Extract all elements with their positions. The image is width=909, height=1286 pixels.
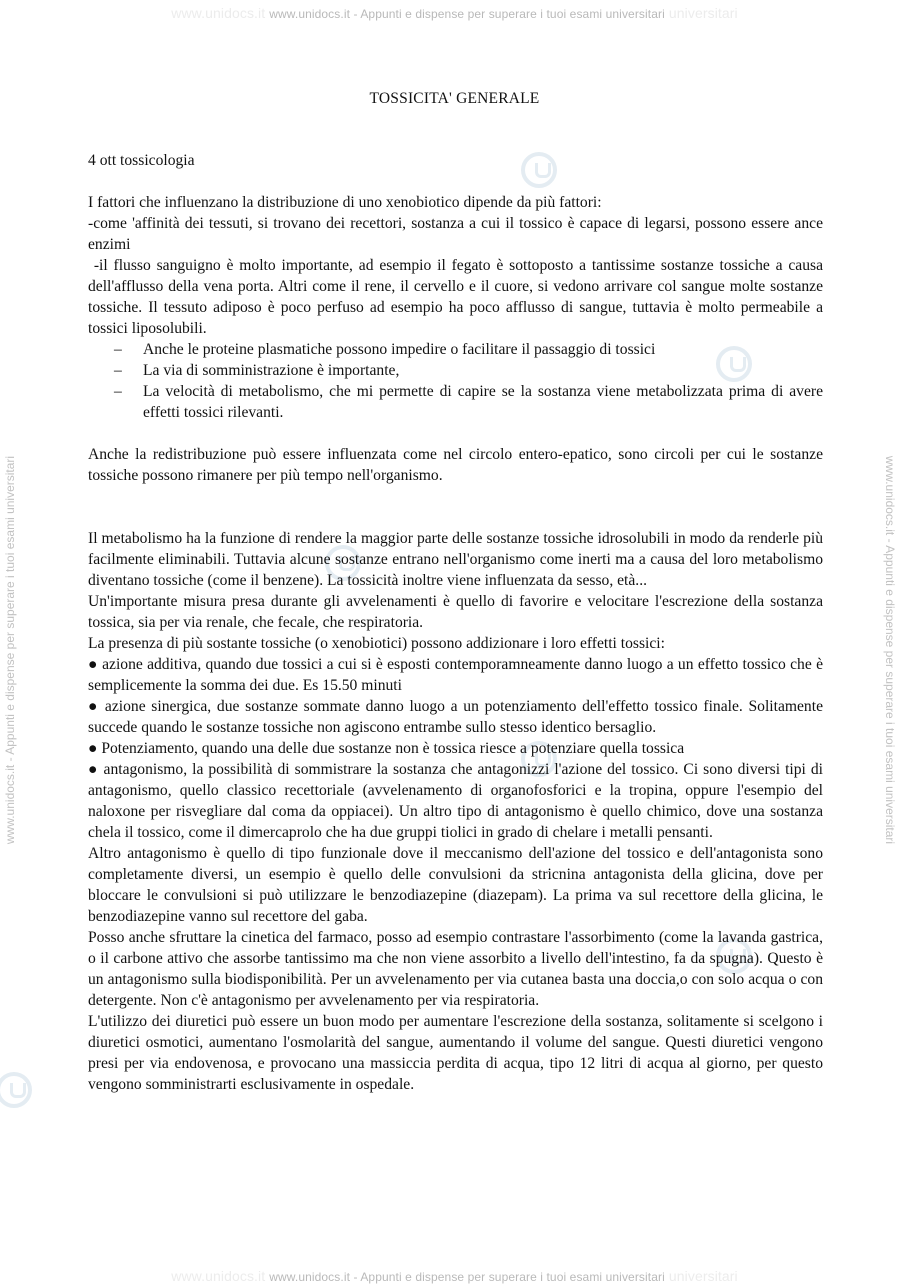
- watermark-fade-left: www.unidocs.it: [171, 1268, 266, 1284]
- watermark-logo-icon: [0, 1072, 32, 1108]
- antagonism-paragraph: ● antagonismo, la possibilità di sommistrare la sostanza che antagonizzi l'azione del tossico. Ci sono diversi tipi di antagonismo, quello classico recettoriale (avvelenamento di organofosforici e la tropina, oppure l'esempio del naloxone per risvegliare dal coma da oppiacei). Un altro tipo di antagonismo è quello chimico, dove una sostanza chela il tossico, come il dimercaprolo che ha due gruppi tiolici in grado di chelare i metalli pensanti.: [88, 761, 823, 841]
- factor-list: [88, 339, 823, 423]
- presence-paragraph: La presenza di più sostante tossiche (o xenobiotici) possono addizionare i loro effetti tossici:: [88, 635, 665, 652]
- watermark-fade-right: universitari: [668, 1268, 738, 1284]
- document-title: TOSSICITA' GENERALE: [369, 90, 540, 107]
- excretion-paragraph: Un'importante misura presa durante gli avvelenamenti è quello di favorire e velocitare l'escrezione della sostanza tossica, sia per via renale, che fecale, che respiratoria.: [88, 593, 823, 631]
- functional-antagonism-paragraph: Altro antagonismo è quello di tipo funzionale dove il meccanismo dell'azione del tossico e dell'antagonista sono completamente diversi, un esempio è quello delle convulsioni da stricnina antagonista della glicina, dove per bloccare le convulsioni si può utilizzare le benzodiazepine (diazepam). La prima va sul recettore della glicina, le benzodiazepine vanno sul recettore del gaba.: [88, 845, 823, 925]
- watermark-banner-top: [0, 5, 909, 21]
- intro-paragraph: I fattori che influenzano la distribuzione di uno xenobiotico dipende da più fattori:: [88, 194, 602, 211]
- factor-affinity: -come 'affinità dei tessuti, si trovano dei recettori, sostanza a cui il tossico è capace di legarsi, possono essere ance enzimi: [88, 215, 823, 253]
- watermark-fade-left: www.unidocs.it: [171, 5, 266, 21]
- list-item: – Anche le proteine plasmatiche possono impedire o facilitare il passaggio di tossici: [114, 341, 656, 358]
- watermark-side-right: www.unidocs.it - Appunti e dispense per superare i tuoi esami universitari: [883, 455, 897, 845]
- synergic-paragraph: ● azione sinergica, due sostanze sommate danno luogo a un potenziamento dell'effetto tossico finale. Solitamente succede quando le sostanze tossiche non agiscono entrambe sullo stesso identico bersaglio.: [88, 698, 823, 736]
- date-line: 4 ott tossicologia: [88, 152, 195, 169]
- kinetics-paragraph: Posso anche sfruttare la cinetica del farmaco, posso ad esempio contrastare l'assorbimento (come la lavanda gastrica, o il carbone attivo che assorbe tantissimo ma che non viene assorbito a livello dell'intestino, fa da spugna). Questo è un antagonismo sulla biodisponibilità. Per un avvelenamento per via cutanea basta una doccia,o con solo acqua o con detergente. Non c'è antagonismo per avvelenamento per via respiratoria.: [88, 929, 823, 1009]
- watermark-banner-text: www.unidocs.it - Appunti e dispense per superare i tuoi esami universitari: [269, 7, 665, 21]
- redistribution-paragraph: Anche la redistribuzione può essere influenzata come nel circolo entero-epatico, sono circoli per cui le sostanze tossiche possono rimanere per più tempo nell'organismo.: [88, 446, 823, 484]
- diuretics-paragraph: L'utilizzo dei diuretici può essere un buon modo per aumentare l'escrezione della sostanza, solitamente si scelgono i diuretici osmotici, aumentano l'osmolarità del sangue, aumentando il volume del sangue. Questi diuretici vengono presi per via endovenosa, e provocano una massiccia perdita di acqua, tipo 12 litri di acqua al giorno, per questo vengono somministrarti esclusivamente in ospedale.: [88, 1013, 823, 1093]
- watermark-banner-bottom: [0, 1268, 909, 1284]
- factor-blood-flow: -il flusso sanguigno è molto importante, ad esempio il fegato è sottoposto a tantissime sostanze tossiche a causa dell'afflusso della vena porta. Altri come il rene, il cervello e il cuore, si vedono arrivare col sangue molte sostanze tossiche. Il tessuto adiposo è poco perfuso ad esempio ha poco afflusso di sangue, tuttavia è molto permeabile a tossici liposolubili.: [88, 257, 827, 337]
- list-item: – La velocità di metabolismo, che mi permette di capire se la sostanza viene metabolizzata prima di avere effetti tossici rilevanti.: [114, 383, 823, 421]
- additive-paragraph: ● azione additiva, quando due tossici a cui si è esposti contemporamneamente danno luogo a un effetto tossico che è semplicemente la somma dei due. Es 15.50 minuti: [88, 656, 823, 694]
- watermark-banner-text: www.unidocs.it - Appunti e dispense per superare i tuoi esami universitari: [269, 1270, 665, 1284]
- potentiation-paragraph: ● Potenziamento, quando una delle due sostanze non è tossica riesce a potenziare quella tossica: [88, 740, 685, 757]
- list-item: – La via di somministrazione è importante,: [114, 362, 400, 379]
- watermark-fade-right: universitari: [668, 5, 738, 21]
- document-body: [88, 150, 827, 1095]
- watermark-side-left: www.unidocs.it - Appunti e dispense per superare i tuoi esami universitari: [3, 455, 17, 845]
- metabolism-paragraph: Il metabolismo ha la funzione di rendere la maggior parte delle sostanze tossiche idrosolubili in modo da renderle più facilmente eliminabili. Tuttavia alcune sostanze entrano nell'organismo come inerti ma a causa del loro metabolismo diventano tossiche (come il benzene). La tossicità inoltre viene influenzata da sesso, età...: [88, 530, 823, 589]
